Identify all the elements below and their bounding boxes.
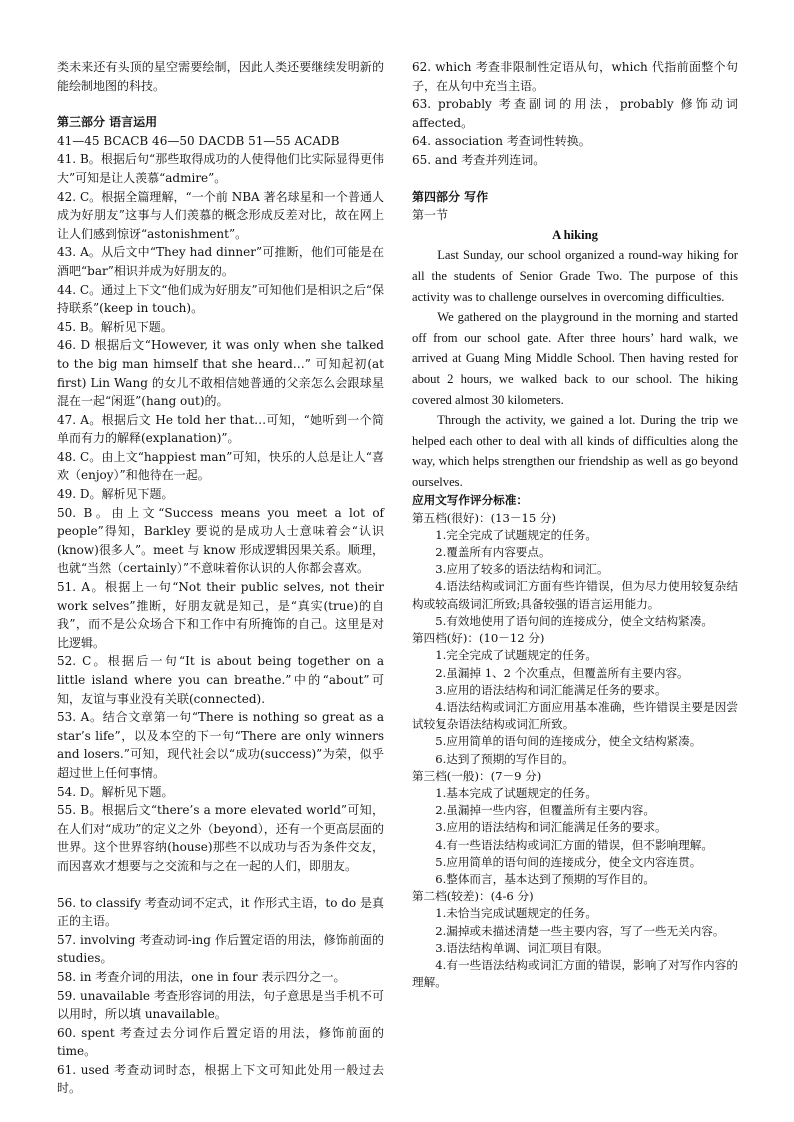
answer-line: 55. B。根据后文“there’s a more elevated world”可知，在人们对“成功”的定义之外（beyond），还有一个更高层面的世界。这个世界容纳(house)那些不以成功与否为条件交友，而因喜欢才想要与之交流和与之在一起的人们，即朋友。 [57,803,384,873]
grammar-answers-right [412,58,738,170]
criteria-item: 1.完全完成了试题规定的任务。 [435,648,597,663]
grammar-line: 63. probably 考查副词的用法，probably 修饰动词 affected。 [412,97,738,130]
answer-line: 46. D 根据后文“However, it was only when she talked to the big man himself that she heard…” 可知起初(at first) Lin Wang 的女儿不敢相信她普通的父亲怎么会跟球星混在一起“闲逛”(hang out)的。 [57,338,384,409]
section4-title: 第四部分 写作 [412,189,489,204]
answer-line: 49. D。解析见下题。 [57,487,174,502]
answer-line: 43. A。从后文中“They had dinner”可推断，他们可能是在酒吧“bar”相识并成为好朋友的。 [57,245,384,278]
answer-line: 50. B。由上文“Success means you meet a lot of people”得知，Barkley 要说的是成功人士意味着会“认识(know)很多人”。meet 与 know 形成逻辑因果关系。顺理，也就“当然（certainly）”不意味着你认识的人你都会喜欢。 [57,505,384,576]
criteria-item: 3.应用的语法结构和词汇能满足任务的要求。 [435,682,667,697]
essay-title: A hiking [552,227,598,242]
essay-paragraph: Through the activity, we gained a lot. During the trip we helped each other to deal with all kinds of difficulties along the way, which helps strengthen our friendship as well as go beyond ourselves. [412,413,738,489]
answer-line: 47. A。根据后文 He told her that…可知，“她听到一个简单而有力的解释(explanation)”。 [57,412,384,446]
criteria-level: 第三档(一般)：(7－9 分) [412,768,542,783]
criteria-item: 2.虽漏掉一些内容，但覆盖所有主要内容。 [435,803,655,818]
criteria-level: 第四档(好)：(10－12 分) [412,631,545,646]
criteria-list [412,510,738,992]
criteria-item: 4.语法结构或词汇方面有些许错误，但为尽力使用较复杂结构或较高级词汇所致;具备较强的语言运用能力。 [412,579,738,611]
criteria-item: 5.应用简单的语句间的连接成分，使全文内容连贯。 [435,854,702,869]
grammar-line: 58. in 考查介词的用法，one in four 表示四分之一。 [57,969,346,984]
spacer [57,95,384,113]
answer-line: 52. C。根据后一句“It is about being together on a little island where you can breathe.”中的“about”可知，友谊与事业没有关联(connected). [57,654,384,706]
grammar-line: 56. to classify 考查动词不定式，it 作形式主语，to do 是真正的主语。 [57,895,384,929]
criteria-item: 1.基本完成了试题规定的任务。 [435,785,597,800]
criteria-item: 2.虽漏掉 1、2 个次重点，但覆盖所有主要内容。 [435,665,689,680]
answer-line: 44. C。通过上下文“他们成为好朋友”可知他们是相识之后“保持联系”(keep in touch)。 [57,282,384,316]
grammar-line: 62. which 考查非限制性定语从句，which 代指前面整个句子，在从句中充当主语。 [412,60,738,93]
essay-paragraph: We gathered on the playground in the morning and started off from our school gate. After three hours’ hard walk, we arrived at Guang Ming Middle School. Then having rested for about 2 hours, we walked back to our school. The hiking covered almost 30 kilometers. [412,310,738,407]
grammar-line: 57. involving 考查动词-ing 作后置定语的用法，修饰前面的 studies。 [57,932,384,966]
answer-line: 45. B。解析见下题。 [57,319,173,334]
grammar-line: 61. used 考查动词时态，根据上下文可知此处用一般过去时。 [57,1062,384,1096]
part1-label: 第一节 [412,208,449,223]
answer-line: 42. C。根据全篇理解，“一个前 NBA 著名球星和一个普通人成为好朋友”这事与人们羡慕的概念形成反差对比，故在网上让人们感到惊讶“astonishment”。 [57,189,384,241]
criteria-item: 2.漏掉或未描述清楚一些主要内容，写了一些无关内容。 [435,923,725,938]
criteria-item: 3.应用了较多的语法结构和词汇。 [435,562,609,577]
criteria-item: 1.未恰当完成试题规定的任务。 [435,906,597,921]
criteria-item: 3.语法结构单调、词汇项目有限。 [435,940,609,955]
essay-body [412,245,738,492]
criteria-item: 5.应用简单的语句间的连接成分，使全文结构紧凑。 [435,734,702,749]
grammar-line: 59. unavailable 考查形容词的用法，句子意思是当手机不可以用时，所以填 unavailable。 [57,988,384,1022]
answer-line: 48. C。由上文“happiest man”可知，快乐的人总是让人“喜欢（enjoy）”和他待在一起。 [57,449,384,483]
spacer [412,170,738,188]
essay-paragraph: Last Sunday, our school organized a round-way hiking for all the students of Senior Grade Two. The purpose of this activity was to challenge ourselves in overcoming difficulties. [412,248,738,304]
criteria-title: 应用文写作评分标准： [412,493,528,508]
criteria-item: 4.语法结构或词汇方面应用基本准确，些许错误主要是因尝试较复杂语法结构或词汇所致。 [412,699,738,732]
answer-line: 51. A。根据上一句“Not their public selves, not their work selves”推断，好朋友就是知己，是“真实(true)的自我”，而不是公众场合下和工作中有所掩饰的自己。这里是对比逻辑。 [57,580,384,650]
answer-line: 41—45 BCACB 46—50 DACDB 51—55 ACADB [57,133,340,148]
criteria-level: 第五档(很好)：(13－15 分) [412,510,557,525]
right-column [412,58,738,991]
criteria-item: 1.完全完成了试题规定的任务。 [435,527,597,542]
criteria-item: 5.有效地使用了语句间的连接成分，使全文结构紧凑。 [435,613,713,628]
answer-line: 54. D。解析见下题。 [57,784,174,799]
intro-paragraph: 类未来还有头顶的星空需要绘制，因此人类还要继续发明新的能绘制地图的科技。 [57,60,384,93]
answer-line: 53. A。结合文章第一句“There is nothing so great as a star’s life”，以及本空的下一句“There are only winners and losers.”可知，现代社会以“成功(success)”为荣，似乎超过世上任何事情。 [57,710,384,780]
criteria-item: 6.整体而言，基本达到了预期的写作目的。 [435,871,655,886]
grammar-answers-left [57,894,384,1099]
left-column [57,58,384,1098]
spacer [57,876,384,894]
grammar-line: 64. association 考查词性转换。 [412,134,591,149]
section3-answers [57,132,384,876]
criteria-item: 6.达到了预期的写作目的。 [435,751,574,766]
grammar-line: 60. spent 考查过去分词作后置定语的用法，修饰前面的 time。 [57,1025,384,1059]
criteria-item: 2.覆盖所有内容要点。 [435,545,551,560]
criteria-item: 3.应用的语法结构和词汇能满足任务的要求。 [435,820,667,835]
grammar-line: 65. and 考查并列连词。 [412,152,546,167]
criteria-item: 4.有一些语法结构或词汇方面的错误，但不影响理解。 [435,837,713,852]
criteria-level: 第二档(较差)：(4-6 分) [412,889,534,904]
section3-title: 第三部分 语言运用 [57,115,158,130]
answer-line: 41. B。根据后句“那些取得成功的人使得他们比实际显得更伟大”可知是让人羡慕“admire”。 [57,152,384,185]
criteria-item: 4.有一些语法结构或词汇方面的错误，影响了对写作内容的理解。 [412,957,738,990]
